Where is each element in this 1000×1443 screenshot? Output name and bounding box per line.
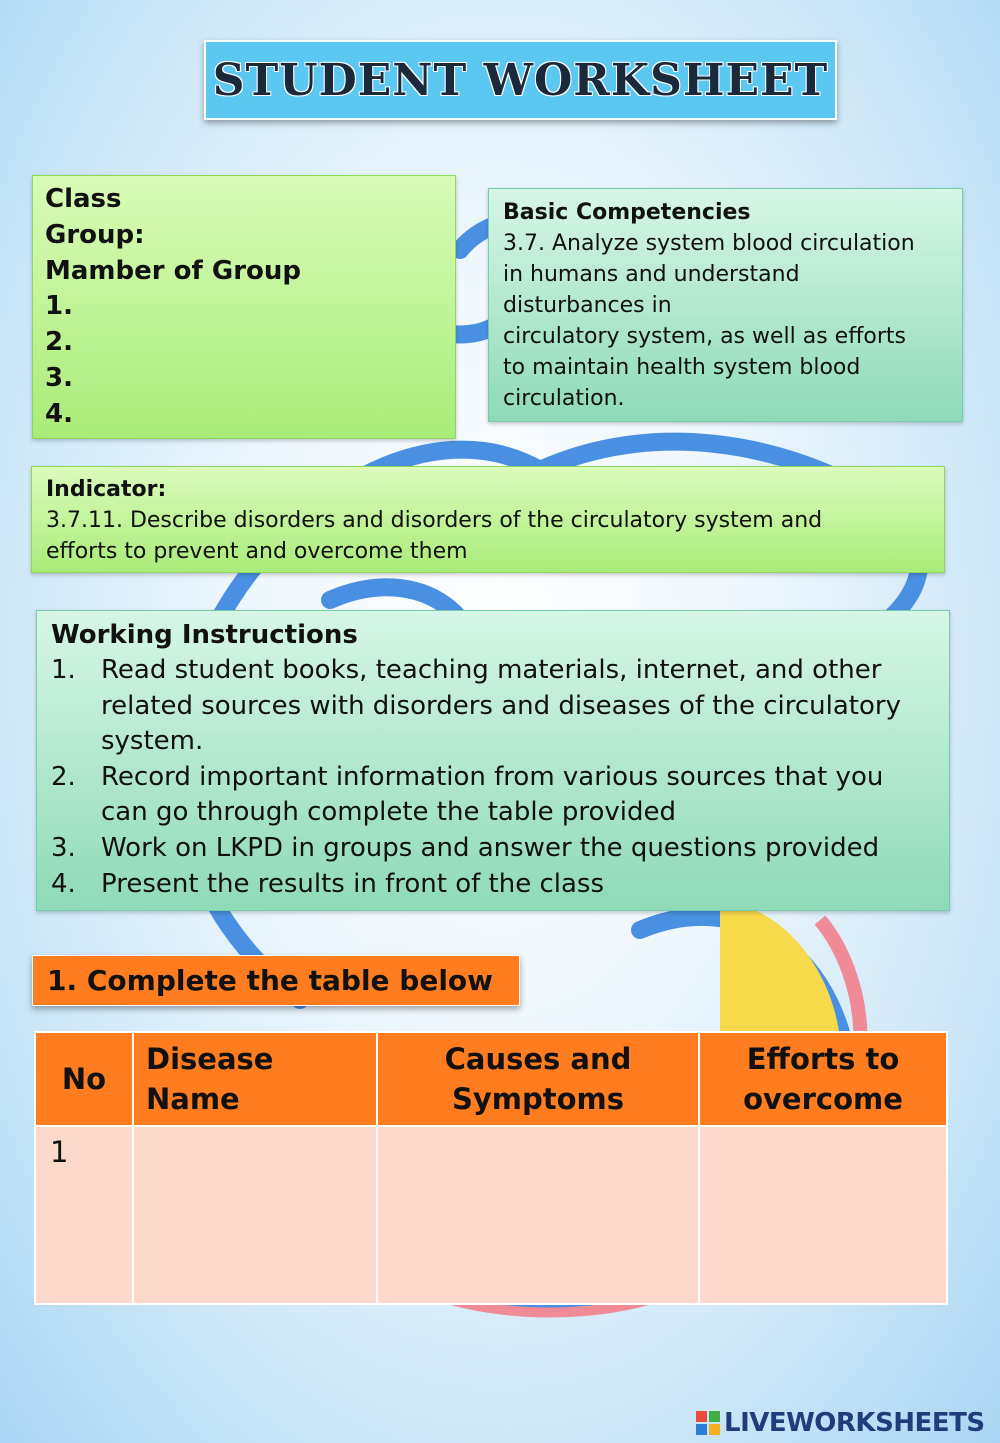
competency-line: to maintain health system blood — [503, 355, 861, 380]
instruction-text: system. — [101, 726, 204, 757]
logo-square-icon — [709, 1411, 720, 1422]
instruction-item — [51, 653, 935, 760]
table-header-row — [35, 1032, 947, 1126]
instruction-item — [51, 831, 935, 867]
worksheet-title-banner — [204, 40, 837, 120]
indicator-line: efforts to prevent and overcome them — [46, 539, 468, 564]
header-causes-symptoms: Causes and Symptoms — [377, 1032, 699, 1126]
working-instructions-heading: Working Instructions — [51, 620, 358, 650]
instruction-text: Read student books, teaching materials, internet, and other — [101, 655, 882, 685]
logo-text: LIVEWORKSHEETS — [724, 1408, 985, 1438]
indicator-box — [31, 466, 945, 573]
header-efforts: Efforts to overcome — [699, 1032, 947, 1126]
instruction-number: 4. — [51, 868, 76, 899]
logo-square-icon — [709, 1424, 720, 1435]
logo-square-icon — [696, 1411, 707, 1422]
member-4: 4. — [45, 398, 73, 429]
header-no: No — [35, 1032, 133, 1126]
instruction-item — [51, 867, 935, 903]
member-of-group-label: Mamber of Group — [45, 255, 302, 286]
liveworksheets-logo[interactable] — [696, 1405, 985, 1441]
instruction-text: can go through complete the table provided — [101, 797, 676, 828]
cell-disease-name[interactable] — [133, 1126, 377, 1304]
cell-causes-symptoms[interactable] — [377, 1126, 699, 1304]
instruction-text: Present the results in front of the class — [101, 868, 605, 899]
cell-no: 1 — [35, 1126, 133, 1304]
competency-line: in humans and understand — [503, 262, 800, 287]
instruction-number: 1. — [51, 655, 76, 685]
member-3: 3. — [45, 362, 73, 393]
logo-square-icon — [696, 1424, 707, 1435]
competency-line: disturbances in — [503, 293, 672, 318]
competency-line: circulation. — [503, 386, 625, 411]
instruction-number: 2. — [51, 761, 76, 792]
instruction-text: related sources with disorders and diseases of the circulatory — [101, 690, 901, 721]
instruction-text: Record important information from various sources that you — [101, 761, 884, 792]
task-heading: 1. Complete the table below — [32, 955, 520, 1006]
class-label: Class — [45, 184, 122, 214]
table-row — [35, 1126, 947, 1304]
competency-line: 3.7. Analyze system blood circulation — [503, 231, 915, 256]
instruction-number: 3. — [51, 832, 76, 863]
member-2: 2. — [45, 327, 73, 358]
logo-mark-icon — [696, 1411, 720, 1435]
working-instructions-box — [36, 610, 950, 911]
indicator-heading: Indicator: — [46, 477, 167, 502]
basic-competencies-heading: Basic Competencies — [503, 200, 751, 225]
header-disease-name: Disease Name — [133, 1032, 377, 1126]
competency-line: circulatory system, as well as efforts — [503, 324, 906, 349]
member-1: 1. — [45, 291, 73, 322]
basic-competencies-box — [488, 188, 963, 422]
instruction-text: Work on LKPD in groups and answer the questions provided — [101, 832, 880, 863]
instructions-list — [51, 653, 935, 902]
student-info-box — [32, 175, 456, 439]
indicator-line: 3.7.11. Describe disorders and disorders of the circulatory system and — [46, 508, 823, 533]
worksheet-title: STUDENT WORKSHEET — [212, 54, 829, 106]
instruction-item — [51, 760, 935, 831]
disease-table — [34, 1031, 948, 1305]
cell-efforts[interactable] — [699, 1126, 947, 1304]
group-label: Group: — [45, 219, 145, 250]
